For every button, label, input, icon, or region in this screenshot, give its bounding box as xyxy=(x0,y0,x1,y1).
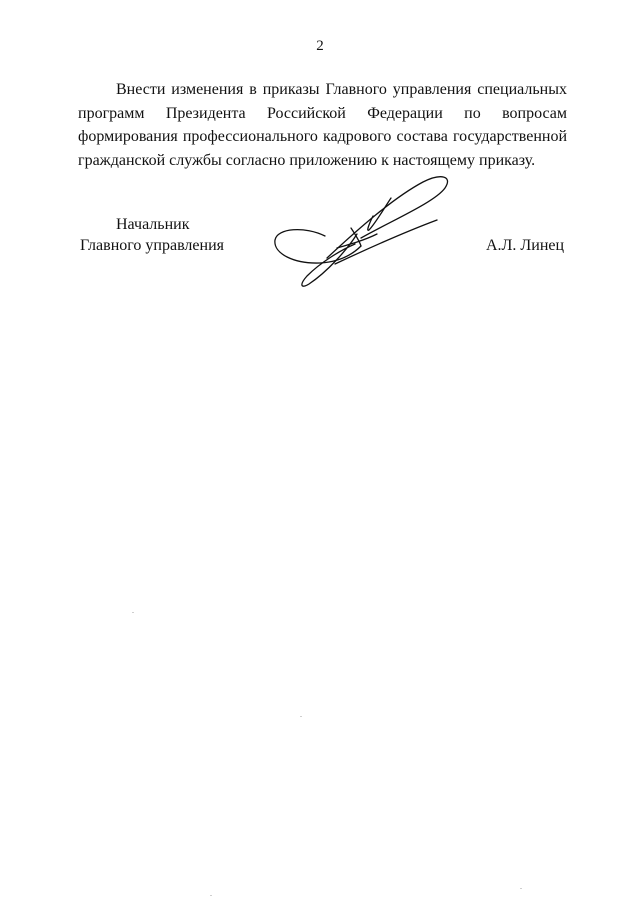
scan-speck xyxy=(300,716,302,717)
signer-position-line-2: Главного управления xyxy=(80,237,224,254)
signature-block xyxy=(0,0,640,300)
handwritten-signature xyxy=(265,168,460,293)
signer-position xyxy=(80,214,230,256)
scan-speck xyxy=(132,612,134,613)
scan-speck xyxy=(210,895,212,896)
body-paragraph: Внести изменения в приказы Главного управления специальных программ Президента Российской Федерации по вопросам формирования профессионального кадрового состава государственной гражданской службы согласно приложению к настоящему приказу. xyxy=(78,81,567,169)
scan-speck xyxy=(520,888,522,889)
signer-position-line-1: Начальник xyxy=(116,216,190,233)
signer-name: А.Л. Линец xyxy=(486,237,565,254)
page-number: 2 xyxy=(316,38,324,54)
